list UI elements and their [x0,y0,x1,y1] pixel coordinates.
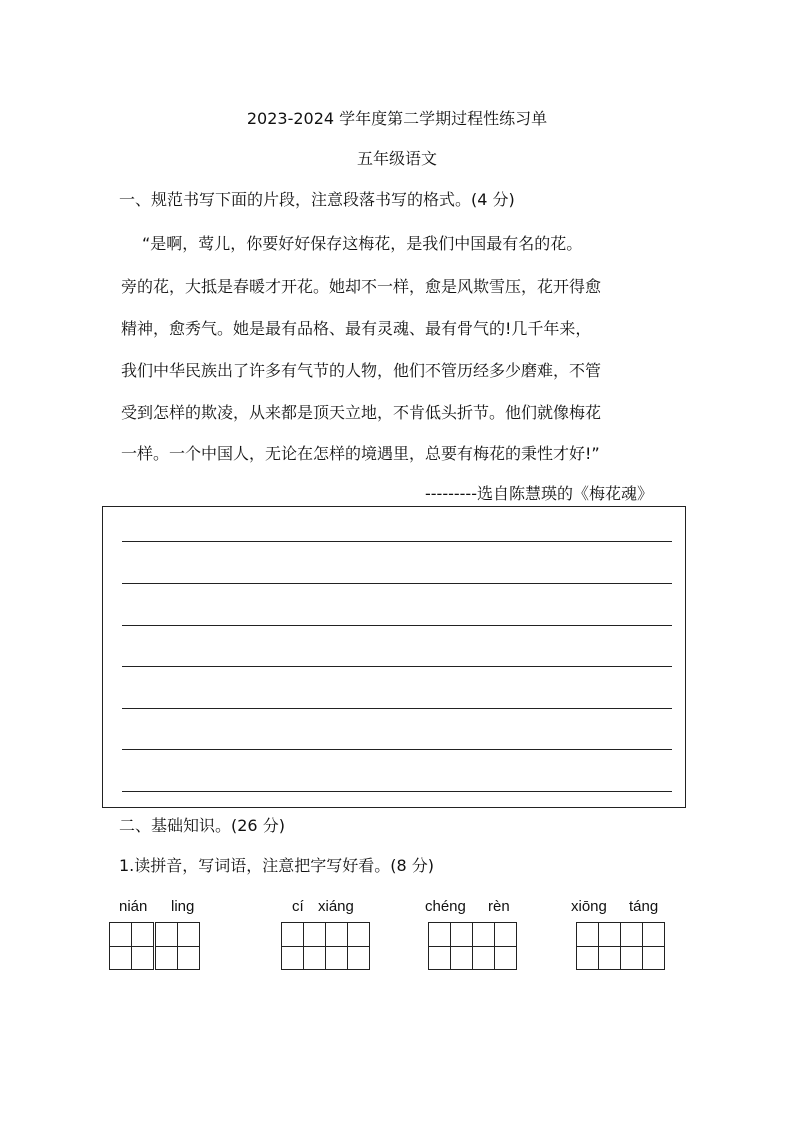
grid-cell[interactable] [347,922,370,970]
writing-line [122,749,672,750]
grid-cell[interactable] [576,922,599,970]
writing-line [122,791,672,792]
character-grid[interactable] [576,922,664,970]
character-grid[interactable] [281,922,369,970]
character-grid[interactable] [428,922,516,970]
passage-line: 我们中华民族出了许多有气节的人物，他们不管历经多少磨难，不管 [121,361,602,380]
pinyin-label: rèn [488,898,510,915]
grid-cell[interactable] [303,922,326,970]
question1-heading: 1.读拼音，写词语，注意把字写好看。(8 分) [119,856,435,875]
writing-line [122,541,672,542]
pinyin-label: nián [119,898,148,915]
grid-cell[interactable] [325,922,348,970]
grid-cell[interactable] [428,922,451,970]
writing-line [122,708,672,709]
exam-title: 2023-2024 学年度第二学期过程性练习单 [246,109,548,128]
writing-box[interactable] [102,506,686,808]
passage-line: 旁的花，大抵是春暖才开花。她却不一样，愈是风欺雪压，花开得愈 [121,277,602,296]
writing-line [122,625,672,626]
grid-cell[interactable] [642,922,665,970]
passage-source: ---------选自陈慧瑛的《梅花魂》 [425,484,653,503]
section1-heading: 一、规范书写下面的片段，注意段落书写的格式。(4 分) [119,190,515,209]
section2-heading: 二、基础知识。(26 分) [119,816,285,835]
grid-cell[interactable] [109,922,132,970]
grid-cell[interactable] [131,922,154,970]
grid-cell[interactable] [155,922,178,970]
grid-cell[interactable] [177,922,200,970]
grid-cell[interactable] [450,922,473,970]
character-grid[interactable] [109,922,199,970]
pinyin-label: ling [171,898,195,915]
passage-line: 一样。一个中国人，无论在怎样的境遇里，总要有梅花的秉性才好!” [121,444,600,463]
grid-cell[interactable] [494,922,517,970]
pinyin-label: xiōng [571,898,607,915]
grid-cell[interactable] [472,922,495,970]
writing-line [122,583,672,584]
passage-line: 受到怎样的欺凌，从来都是顶天立地，不肯低头折节。他们就像梅花 [121,403,602,422]
pinyin-label: xiáng [318,898,354,915]
grid-cell[interactable] [598,922,621,970]
grid-cell[interactable] [620,922,643,970]
grid-cell[interactable] [281,922,304,970]
writing-line [122,666,672,667]
pinyin-label: cí [292,898,304,915]
exam-subtitle: 五年级语文 [356,149,437,168]
pinyin-label: chéng [425,898,466,915]
pinyin-label: táng [629,898,659,915]
passage-line: 精神，愈秀气。她是最有品格、最有灵魂、最有骨气的!几千年来， [121,319,592,338]
passage-line: “是啊，莺儿，你要好好保存这梅花，是我们中国最有名的花。 [142,234,583,253]
